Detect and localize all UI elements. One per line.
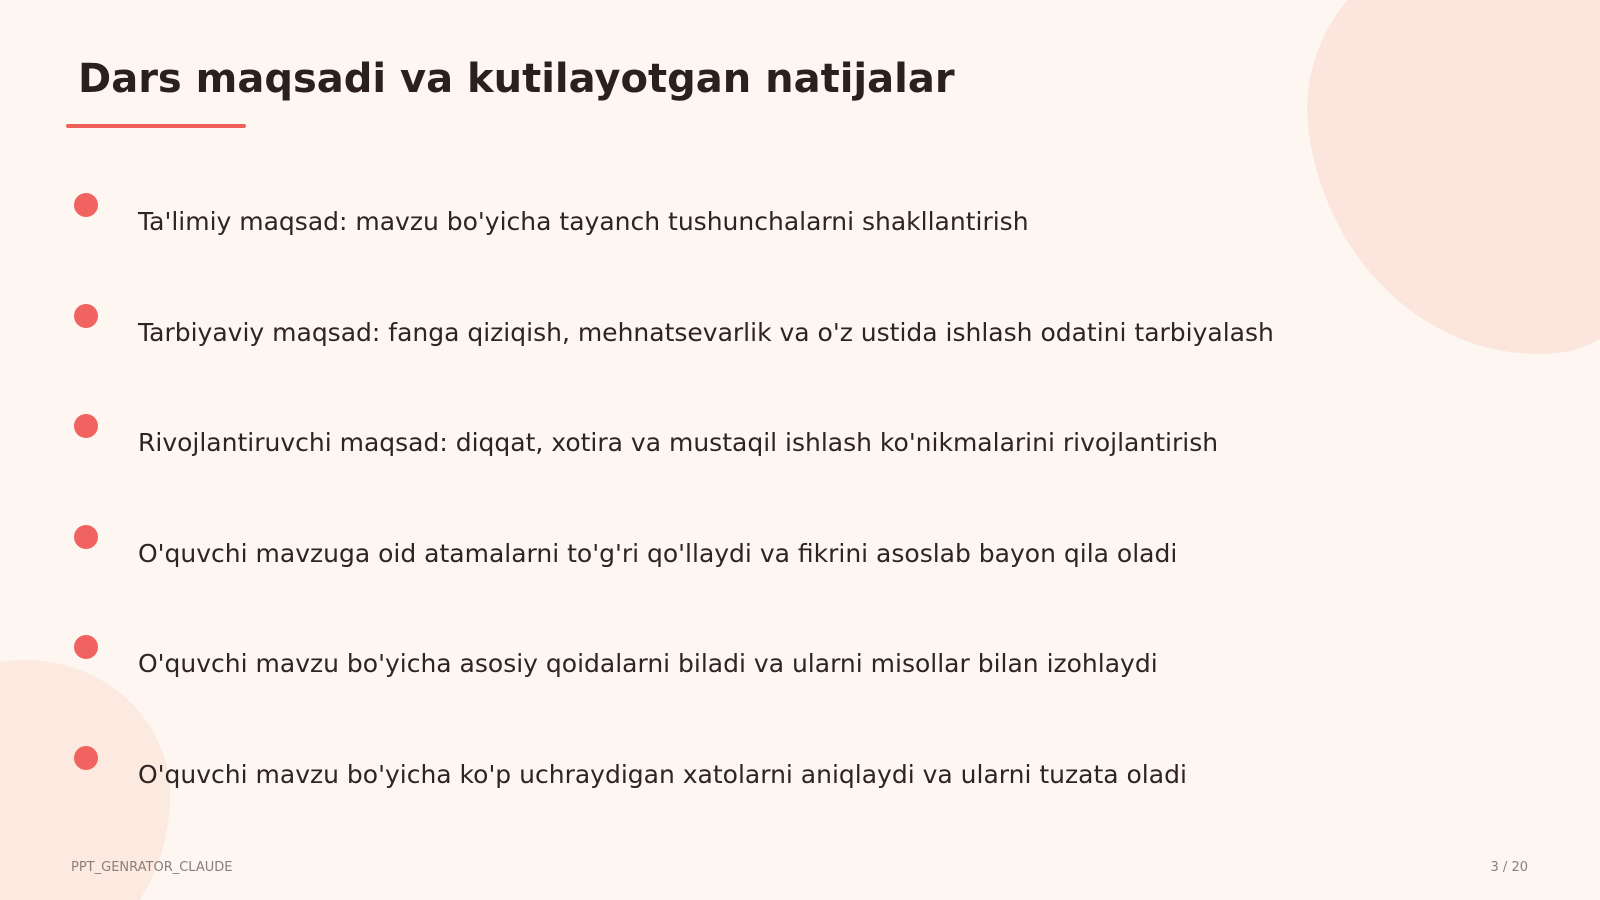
objective-text: O'quvchi mavzu bo'yicha ko'p uchraydigan xatolarni aniqlaydi va ularni tuzata oladi (138, 760, 1187, 789)
objective-item (0, 635, 1300, 695)
decorative-blob-top-right (1286, 0, 1600, 383)
title-underline (66, 124, 246, 128)
objective-item (0, 193, 1300, 253)
bullet-dot-icon (74, 304, 98, 328)
objective-item (0, 525, 1300, 585)
objective-text: Rivojlantiruvchi maqsad: diqqat, xotira va mustaqil ishlash ko'nikmalarini rivojlantirish (138, 428, 1219, 457)
bullet-dot-icon (74, 414, 98, 438)
objective-text: Ta'limiy maqsad: mavzu bo'yicha tayanch tushunchalarni shakllantirish (138, 207, 1029, 236)
objective-item (0, 304, 1300, 364)
objective-item (0, 414, 1300, 474)
bullet-dot-icon (74, 746, 98, 770)
bullet-dot-icon (74, 635, 98, 659)
objective-item (0, 746, 1300, 806)
bullet-dot-icon (74, 525, 98, 549)
objective-text: O'quvchi mavzuga oid atamalarni to'g'ri qo'llaydi va fikrini asoslab bayon qila oladi (138, 539, 1178, 568)
slide-title: Dars maqsadi va kutilayotgan natijalar (78, 56, 955, 102)
objective-text: Tarbiyaviy maqsad: fanga qiziqish, mehnatsevarlik va o'z ustida ishlash odatini tarbiyalash (138, 318, 1274, 347)
page-indicator: 3 / 20 (1490, 860, 1528, 875)
bullet-dot-icon (74, 193, 98, 217)
objective-text: O'quvchi mavzu bo'yicha asosiy qoidalarni biladi va ularni misollar bilan izohlaydi (138, 649, 1158, 678)
footer-brand: PPT_GENRATOR_CLAUDE (71, 860, 233, 875)
